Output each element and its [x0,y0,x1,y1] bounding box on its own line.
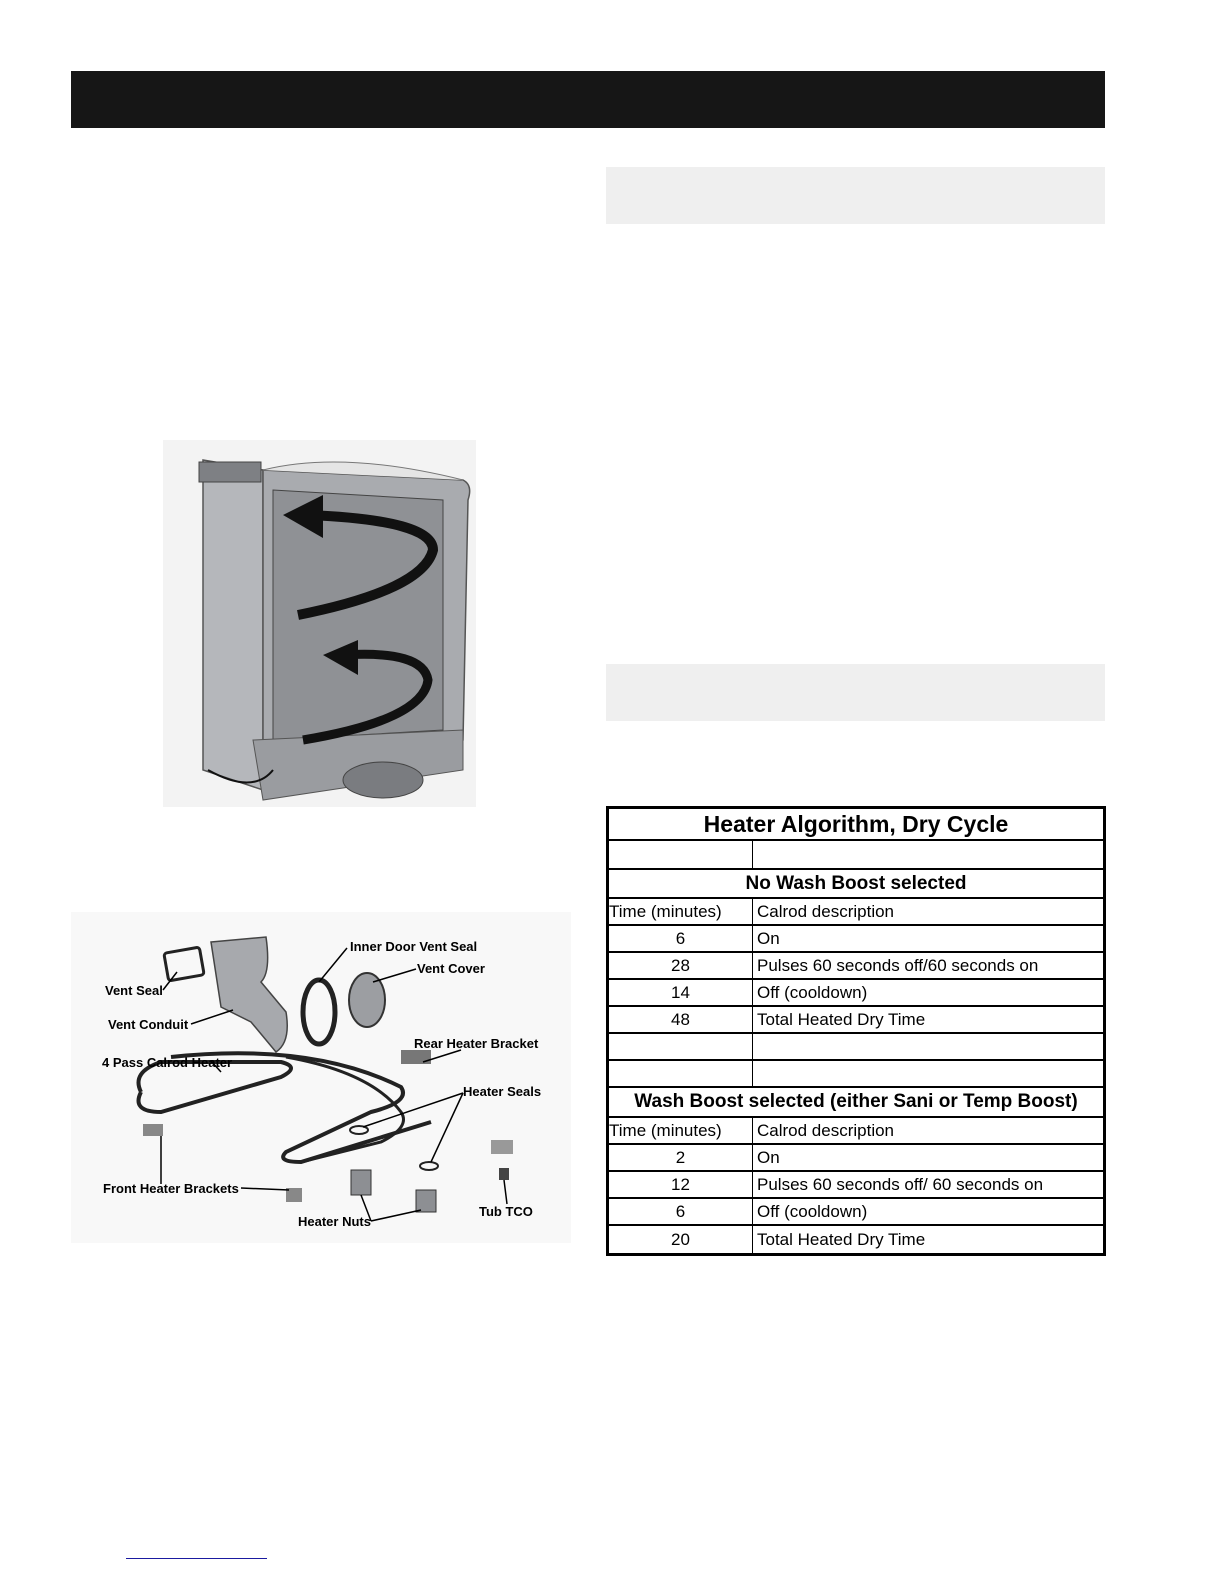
section2-heading: Wash Boost selected (either Sani or Temp Boost) [634,1091,1078,1112]
time-cell: 6 [609,926,753,951]
col-time-header: Time (minutes) [609,899,753,924]
section2-header-row [609,1118,1103,1145]
table-row-empty [609,1061,1103,1088]
table-row [609,1172,1103,1199]
section-heading-box [606,664,1105,721]
desc-cell: On [757,928,780,948]
heater-algorithm-table [606,806,1106,1256]
section-heading-box [606,167,1105,224]
desc-cell: Total Heated Dry Time [757,1229,926,1249]
time-cell: 20 [609,1226,753,1253]
label-heater-nuts: Heater Nuts [298,1214,371,1229]
heater-parts-diagram [71,912,571,1243]
time-cell: 14 [609,980,753,1005]
col-time-header: Time (minutes) [609,1118,753,1143]
section1-heading: No Wash Boost selected [745,872,967,894]
label-calrod-heater: 4 Pass Calrod Heater [102,1055,233,1070]
label-rear-heater-bracket: Rear Heater Bracket [414,1036,539,1051]
table-title: Heater Algorithm, Dry Cycle [703,810,1009,837]
table-row [609,980,1103,1007]
table-row [609,1145,1103,1172]
table-row [609,1199,1103,1226]
label-vent-seal: Vent Seal [105,983,163,998]
table-title-row [609,809,1103,841]
time-cell: 2 [609,1145,753,1170]
label-vent-cover: Vent Cover [417,961,485,976]
section1-heading-row [609,870,1103,899]
table-row-empty [609,841,1103,870]
table-row [609,1007,1103,1034]
desc-cell: Off (cooldown) [757,982,868,1002]
label-tub-tco: Tub TCO [479,1204,533,1219]
table-row [609,953,1103,980]
table-row [609,926,1103,953]
label-front-heater-brackets: Front Heater Brackets [103,1181,239,1196]
section2-heading-row [609,1088,1103,1118]
footer-link-underline [126,1558,267,1559]
time-cell: 28 [609,953,753,978]
desc-cell: On [757,1147,780,1167]
desc-cell: Pulses 60 seconds off/60 seconds on [757,955,1039,975]
time-cell: 6 [609,1199,753,1224]
header-bar [71,71,1105,128]
table-row-empty [609,1034,1103,1061]
time-cell: 48 [609,1007,753,1032]
desc-cell: Pulses 60 seconds off/ 60 seconds on [757,1174,1044,1194]
label-inner-door-vent-seal: Inner Door Vent Seal [350,939,478,954]
col-desc-header: Calrod description [757,1120,895,1140]
airflow-diagram [163,440,476,807]
col-desc-header: Calrod description [757,901,895,921]
label-heater-seals: Heater Seals [463,1084,542,1099]
desc-cell: Total Heated Dry Time [757,1009,926,1029]
label-vent-conduit: Vent Conduit [108,1017,189,1032]
desc-cell: Off (cooldown) [757,1201,868,1221]
table-row [609,1226,1103,1253]
time-cell: 12 [609,1172,753,1197]
section1-header-row [609,899,1103,926]
